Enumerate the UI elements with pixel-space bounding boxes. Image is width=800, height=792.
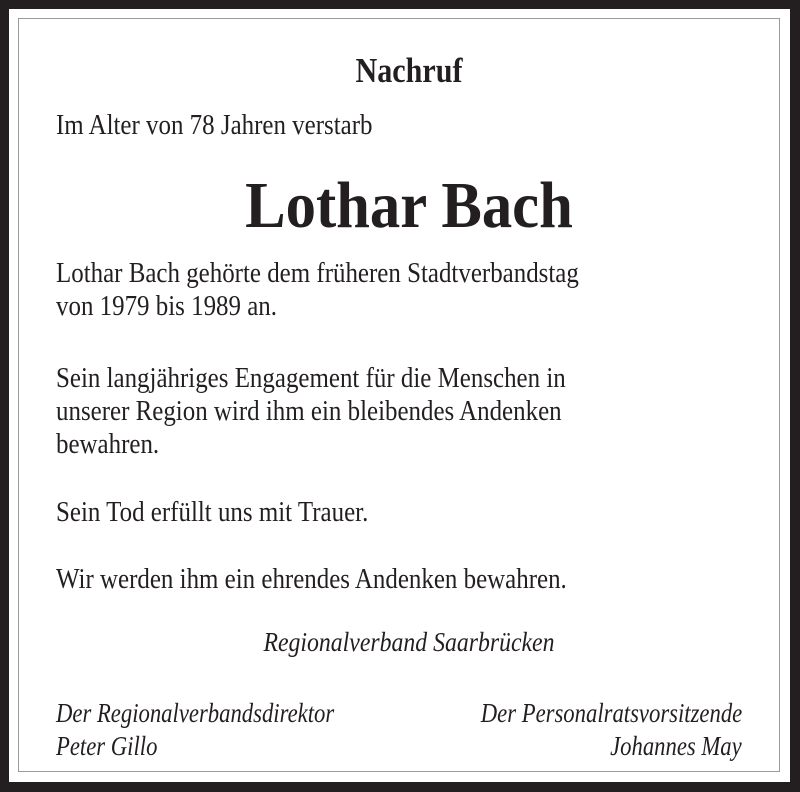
deceased-name: Lothar Bach: [245, 169, 573, 242]
paragraph-line: Wir werden ihm ein ehrendes Andenken bewahren.: [56, 563, 567, 595]
signatory-name: Peter Gillo: [56, 731, 158, 761]
signatory-title: Der Personalratsvorsitzende: [480, 698, 742, 728]
paragraph-line: Sein Tod erfüllt uns mit Trauer.: [56, 496, 369, 528]
intro-line: Im Alter von 78 Jahren verstarb: [56, 109, 373, 141]
paragraph-line: von 1979 bis 1989 an.: [56, 290, 277, 322]
signatory-name: Johannes May: [610, 731, 742, 761]
paragraph-line: bewahren.: [56, 428, 160, 460]
notice-heading: Nachruf: [355, 51, 463, 90]
organization-name: Regionalverband Saarbrücken: [263, 627, 555, 657]
paragraph-line: Sein langjähriges Engagement für die Menschen in: [56, 362, 566, 394]
signatory-title: Der Regionalverbandsdirektor: [56, 698, 335, 728]
paragraph-line: Lothar Bach gehörte dem früheren Stadtverbandstag: [56, 257, 579, 289]
paragraph-line: unserer Region wird ihm ein bleibendes Andenken: [56, 395, 562, 427]
